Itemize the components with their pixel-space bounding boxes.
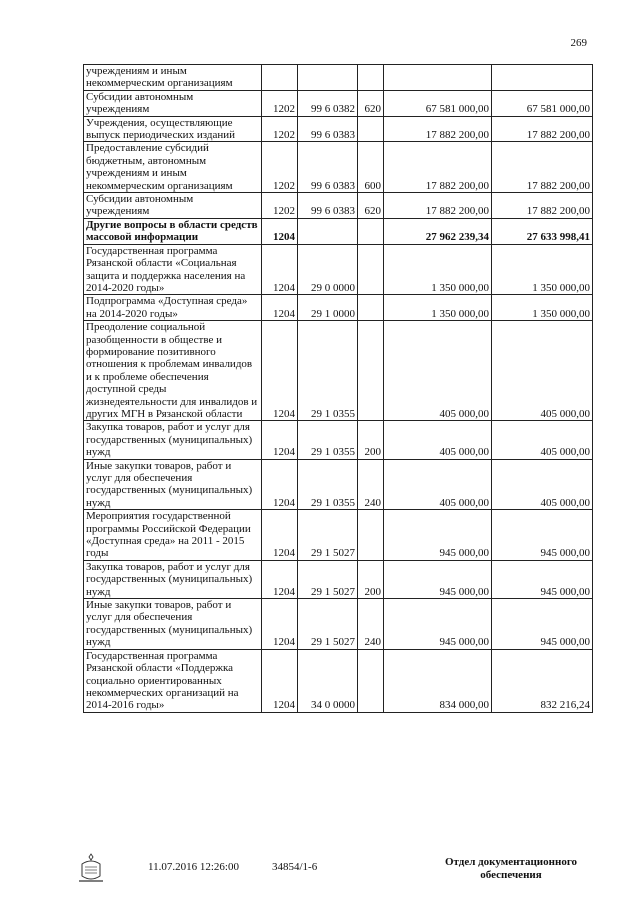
row-section-cell: 1202 — [262, 193, 298, 219]
row-section-cell: 1202 — [262, 142, 298, 193]
row-sum-2016-cell: 17 882 200,00 — [384, 193, 492, 219]
budget-table-body — [84, 65, 593, 713]
table-row — [84, 560, 593, 598]
row-sum-2015-cell: 945 000,00 — [492, 560, 593, 598]
row-target-cell: 99 6 0382 — [298, 90, 358, 116]
row-expense-type-cell — [358, 295, 384, 321]
footer-department-line2: обеспечения — [480, 869, 542, 881]
table-row — [84, 649, 593, 712]
row-name-cell: Учреждения, осуществляющие выпуск периодических изданий — [84, 116, 262, 142]
table-row — [84, 116, 593, 142]
row-target-cell: 99 6 0383 — [298, 116, 358, 142]
row-expense-type-cell — [358, 649, 384, 712]
row-sum-2016-cell: 834 000,00 — [384, 649, 492, 712]
row-section-cell: 1204 — [262, 295, 298, 321]
table-row — [84, 218, 593, 244]
row-section-cell — [262, 65, 298, 91]
row-target-cell: 29 1 5027 — [298, 510, 358, 561]
row-section-cell: 1204 — [262, 649, 298, 712]
row-section-cell: 1204 — [262, 560, 298, 598]
row-target-cell: 29 1 0355 — [298, 421, 358, 459]
row-section-cell: 1204 — [262, 218, 298, 244]
table-row — [84, 599, 593, 650]
row-expense-type-cell: 600 — [358, 142, 384, 193]
row-sum-2015-cell: 405 000,00 — [492, 459, 593, 510]
row-expense-type-cell — [358, 321, 384, 421]
page-number: 269 — [570, 37, 587, 49]
table-row — [84, 142, 593, 193]
row-target-cell: 34 0 0000 — [298, 649, 358, 712]
row-sum-2016-cell: 945 000,00 — [384, 599, 492, 650]
row-sum-2016-cell: 945 000,00 — [384, 560, 492, 598]
row-sum-2016-cell: 405 000,00 — [384, 421, 492, 459]
row-sum-2015-cell: 1 350 000,00 — [492, 244, 593, 295]
row-name-cell: Предоставление субсидий бюджетным, автономным учреждениям и иным некоммерческим организациям — [84, 142, 262, 193]
table-row — [84, 90, 593, 116]
footer-department-line1: Отдел документационного — [444, 856, 578, 868]
row-section-cell: 1204 — [262, 510, 298, 561]
row-expense-type-cell: 620 — [358, 193, 384, 219]
row-sum-2016-cell: 1 350 000,00 — [384, 295, 492, 321]
table-row — [84, 244, 593, 295]
row-expense-type-cell — [358, 65, 384, 91]
row-target-cell: 29 1 5027 — [298, 560, 358, 598]
row-sum-2015-cell — [492, 65, 593, 91]
row-expense-type-cell — [358, 510, 384, 561]
table-row — [84, 65, 593, 91]
emblem-icon — [76, 852, 106, 884]
row-target-cell: 29 1 0355 — [298, 321, 358, 421]
row-expense-type-cell — [358, 218, 384, 244]
row-section-cell: 1204 — [262, 244, 298, 295]
row-section-cell: 1204 — [262, 421, 298, 459]
row-target-cell: 29 1 0000 — [298, 295, 358, 321]
row-name-cell: Иные закупки товаров, работ и услуг для обеспечения государственных (муниципальных) нужд — [84, 599, 262, 650]
row-name-cell: Субсидии автономным учреждениям — [84, 90, 262, 116]
row-name-cell: Субсидии автономным учреждениям — [84, 193, 262, 219]
table-row — [84, 510, 593, 561]
row-sum-2016-cell: 405 000,00 — [384, 459, 492, 510]
row-sum-2016-cell: 1 350 000,00 — [384, 244, 492, 295]
row-target-cell: 99 6 0383 — [298, 142, 358, 193]
row-name-cell: Преодоление социальной разобщенности в обществе и формирование позитивного отношения к проблемам инвалидов и к проблеме обеспечения доступной среды жизнедеятельности для инвалидов и других МГН в Рязанской области — [84, 321, 262, 421]
table-row — [84, 421, 593, 459]
row-sum-2015-cell: 17 882 200,00 — [492, 116, 593, 142]
row-sum-2015-cell: 945 000,00 — [492, 510, 593, 561]
table-row — [84, 193, 593, 219]
row-target-cell: 29 0 0000 — [298, 244, 358, 295]
row-expense-type-cell: 240 — [358, 599, 384, 650]
row-name-cell: Государственная программа Рязанской области «Социальная защита и поддержка населения на 2014-2020 годы» — [84, 244, 262, 295]
row-sum-2016-cell: 27 962 239,34 — [384, 218, 492, 244]
row-target-cell — [298, 218, 358, 244]
table-row — [84, 321, 593, 421]
row-sum-2015-cell: 17 882 200,00 — [492, 193, 593, 219]
row-expense-type-cell: 200 — [358, 560, 384, 598]
row-sum-2015-cell: 405 000,00 — [492, 321, 593, 421]
row-sum-2015-cell: 67 581 000,00 — [492, 90, 593, 116]
row-section-cell: 1202 — [262, 90, 298, 116]
row-expense-type-cell — [358, 116, 384, 142]
row-name-cell: Подпрограмма «Доступная среда» на 2014-2020 годы» — [84, 295, 262, 321]
table-row — [84, 459, 593, 510]
row-sum-2015-cell: 945 000,00 — [492, 599, 593, 650]
row-expense-type-cell — [358, 244, 384, 295]
row-target-cell: 29 1 5027 — [298, 599, 358, 650]
footer-doc-number: 34854/1-6 — [272, 861, 318, 873]
footer-department — [430, 856, 592, 882]
row-expense-type-cell: 200 — [358, 421, 384, 459]
row-target-cell: 29 1 0355 — [298, 459, 358, 510]
row-sum-2016-cell: 945 000,00 — [384, 510, 492, 561]
row-sum-2016-cell — [384, 65, 492, 91]
row-sum-2015-cell: 1 350 000,00 — [492, 295, 593, 321]
row-sum-2016-cell: 67 581 000,00 — [384, 90, 492, 116]
row-target-cell: 99 6 0383 — [298, 193, 358, 219]
row-sum-2016-cell: 17 882 200,00 — [384, 142, 492, 193]
row-sum-2015-cell: 27 633 998,41 — [492, 218, 593, 244]
table-row — [84, 295, 593, 321]
row-name-cell: Другие вопросы в области средств массовой информации — [84, 218, 262, 244]
budget-table — [83, 64, 593, 713]
footer-timestamp: 11.07.2016 12:26:00 — [148, 861, 239, 873]
row-expense-type-cell: 620 — [358, 90, 384, 116]
row-name-cell: учреждениям и иным некоммерческим организациям — [84, 65, 262, 91]
row-section-cell: 1204 — [262, 321, 298, 421]
row-section-cell: 1202 — [262, 116, 298, 142]
row-sum-2016-cell: 405 000,00 — [384, 321, 492, 421]
row-target-cell — [298, 65, 358, 91]
row-expense-type-cell: 240 — [358, 459, 384, 510]
row-name-cell: Иные закупки товаров, работ и услуг для обеспечения государственных (муниципальных) нужд — [84, 459, 262, 510]
row-name-cell: Мероприятия государственной программы Российской Федерации «Доступная среда» на 2011 - 2015 годы — [84, 510, 262, 561]
row-sum-2015-cell: 832 216,24 — [492, 649, 593, 712]
row-name-cell: Закупка товаров, работ и услуг для государственных (муниципальных) нужд — [84, 421, 262, 459]
row-sum-2016-cell: 17 882 200,00 — [384, 116, 492, 142]
row-sum-2015-cell: 17 882 200,00 — [492, 142, 593, 193]
row-section-cell: 1204 — [262, 459, 298, 510]
row-sum-2015-cell: 405 000,00 — [492, 421, 593, 459]
row-name-cell: Закупка товаров, работ и услуг для государственных (муниципальных) нужд — [84, 560, 262, 598]
row-section-cell: 1204 — [262, 599, 298, 650]
row-name-cell: Государственная программа Рязанской области «Поддержка социально ориентированных некоммерческих организаций на 2014-2016 годы» — [84, 649, 262, 712]
